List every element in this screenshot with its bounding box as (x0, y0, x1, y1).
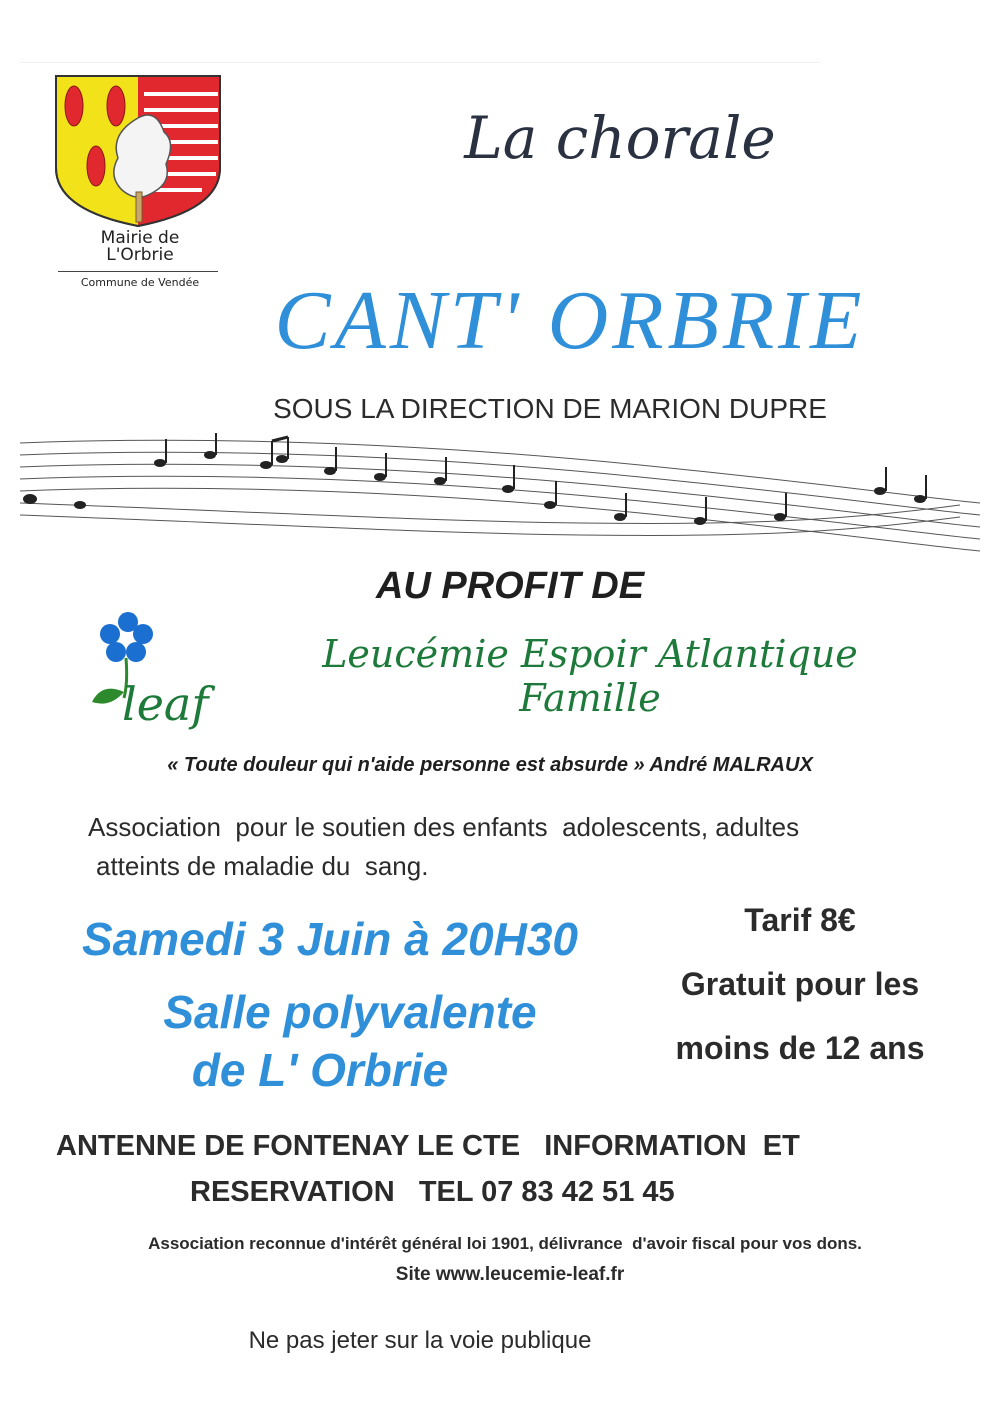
leaf-logo-text: leaf (122, 677, 209, 731)
free-entry-line2: moins de 12 ans (675, 1030, 925, 1066)
music-staff-decoration (20, 425, 980, 560)
mairie-label (55, 230, 225, 264)
mairie-crest-icon (52, 72, 224, 228)
direction-line: SOUS LA DIRECTION DE MARION DUPRE (273, 393, 827, 424)
au-profit-heading: AU PROFIT DE (375, 565, 645, 607)
event-venue-line2: de L' Orbrie (191, 1044, 449, 1096)
choir-name: CANT' ORBRIE (274, 274, 866, 367)
legal-notice: Association reconnue d'intérêt général loi 1901, délivrance d'avoir fiscal pour vos dons. (148, 1234, 862, 1253)
ticket-price: Tarif 8€ (744, 902, 856, 938)
association-description-line2: atteints de maladie du sang. (96, 851, 429, 881)
association-description-line1: Association pour le soutien des enfants adolescents, adultes (88, 812, 800, 842)
event-venue-line1: Salle polyvalente (163, 986, 537, 1038)
contact-line1: ANTENNE DE FONTENAY LE CTE INFORMATION ET (56, 1130, 800, 1162)
commune-label: Commune de Vendée (80, 276, 200, 289)
beneficiary-name: Leucémie Espoir Atlantique Famille (322, 632, 858, 720)
event-date: Samedi 3 Juin à 20H30 (81, 913, 579, 965)
free-entry-line1: Gratuit pour les (680, 966, 920, 1002)
leaf-flower-logo-icon (88, 608, 238, 758)
footer-notice: Ne pas jeter sur la voie publique (248, 1327, 592, 1354)
chorale-heading: La chorale (464, 104, 776, 172)
website-link[interactable]: Site www.leucemie-leaf.fr (395, 1264, 625, 1285)
mairie-line2: L'Orbrie (106, 245, 174, 265)
contact-line2: RESERVATION TEL 07 83 42 51 45 (190, 1176, 675, 1208)
top-divider (20, 62, 820, 63)
malraux-quote: « Toute douleur qui n'aide personne est absurde » André MALRAUX (167, 754, 813, 776)
mairie-line1: Mairie de (100, 228, 180, 248)
